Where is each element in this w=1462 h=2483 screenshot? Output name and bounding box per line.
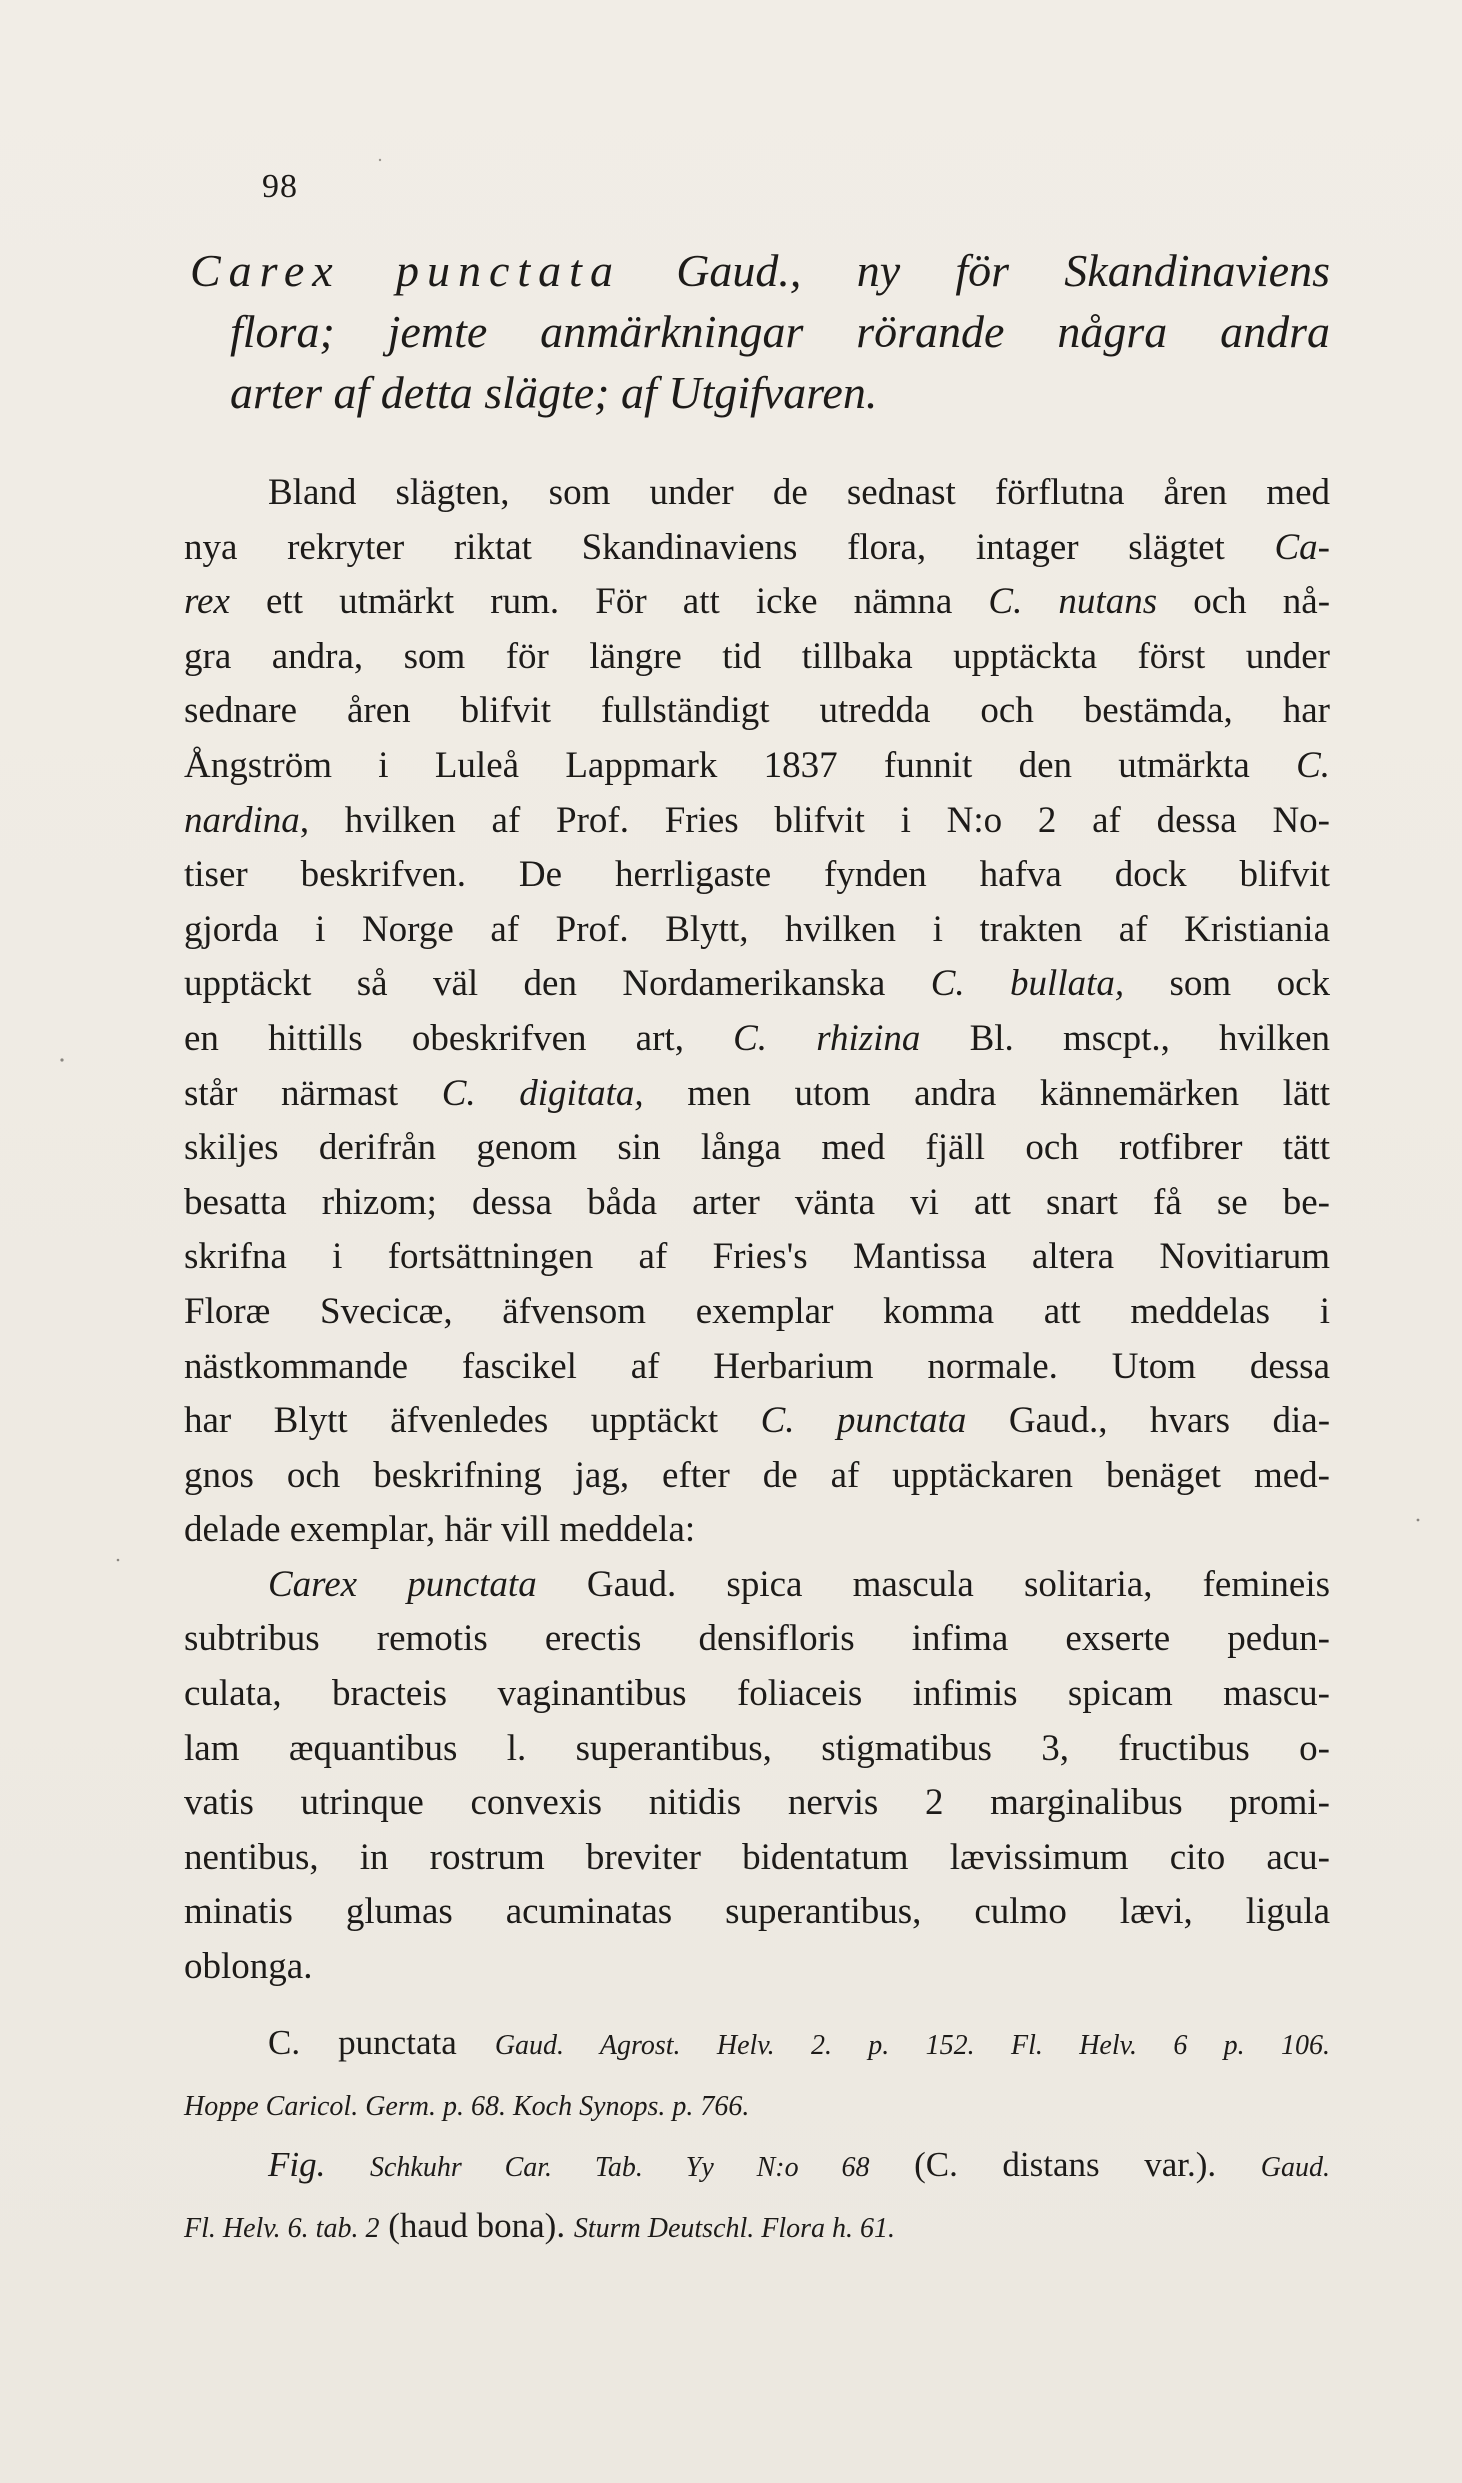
text-line: skiljes derifrån genom sin långa med fjäll och rotfibrer tätt <box>184 1127 1330 1169</box>
reference-line: Fl. Helv. 6. tab. 2 (haud bona). Sturm Deutschl. Flora h. 61. <box>184 2206 896 2245</box>
text-line: vatis utrinque convexis nitidis nervis 2 marginalibus promi- <box>184 1782 1330 1824</box>
text-line: lam æquantibus l. superantibus, stigmatibus 3, fructibus o- <box>184 1727 1330 1769</box>
text-line: Ångström i Luleå Lappmark 1837 funnit den utmärkta C. <box>184 744 1330 786</box>
text-line: tiser beskrifven. De herrligaste fynden hafva dock blifvit <box>184 854 1330 896</box>
title-line-3: arter af detta slägte; af Utgifvaren. <box>230 367 878 418</box>
text-line: nästkommande fascikel af Herbarium normale. Utom dessa <box>184 1345 1330 1387</box>
title-line-2: flora; jemte anmärkningar rörande några andra <box>230 306 1330 357</box>
text-line: upptäckt så väl den Nordamerikanska C. bullata, som ock <box>184 963 1330 1005</box>
title-line-1: Carex punctata Gaud., ny för Skandinaviens <box>190 245 1330 296</box>
text-line: gnos och beskrifning jag, efter de af upptäckaren benäget med- <box>184 1454 1330 1496</box>
page-number: 98 <box>262 168 298 205</box>
text-line: skrifna i fortsättningen af Fries's Mantissa altera Novitiarum <box>184 1236 1330 1278</box>
text-line: har Blytt äfvenledes upptäckt C. punctata Gaud., hvars dia- <box>184 1400 1331 1442</box>
reference-line: Hoppe Caricol. Germ. p. 68. Koch Synops. p. 766. <box>184 2091 750 2122</box>
text-line: Bland slägten, som under de sednast förflutna åren med <box>268 472 1330 513</box>
text-line: gra andra, som för längre tid tillbaka upptäckta först under <box>184 635 1330 677</box>
text-line: Carex punctata Gaud. spica mascula solitaria, femineis <box>268 1563 1331 1605</box>
text-line: subtribus remotis erectis densifloris infima exserte pedun- <box>184 1618 1330 1660</box>
text-line: besatta rhizom; dessa båda arter vänta vi att snart få se be- <box>184 1181 1330 1223</box>
text-line: en hittills obeskrifven art, C. rhizina Bl. mscpt., hvilken <box>184 1017 1331 1059</box>
text-line: rex ett utmärkt rum. För att icke nämna C. nutans och nå- <box>184 581 1331 623</box>
text-line: Floræ Svecicæ, äfvensom exemplar komma att meddelas i <box>184 1290 1330 1332</box>
reference-line: Fig. Schkuhr Car. Tab. Yy N:o 68 (C. distans var.). Gaud. <box>268 2145 1331 2184</box>
text-line: nentibus, in rostrum breviter bidentatum lævissimum cito acu- <box>184 1836 1330 1878</box>
text-line: oblonga. <box>184 1946 313 1988</box>
text-line: culata, bracteis vaginantibus foliaceis infimis spicam mascu- <box>184 1673 1330 1715</box>
reference-line: C. punctata Gaud. Agrost. Helv. 2. p. 152. Fl. Helv. 6 p. 106. <box>268 2023 1330 2062</box>
text-line: sednare åren blifvit fullständigt utredda och bestämda, har <box>184 690 1330 732</box>
text-line: står närmast C. digitata, men utom andra kännemärken lätt <box>184 1072 1331 1114</box>
text-line: gjorda i Norge af Prof. Blytt, hvilken i trakten af Kristiania <box>184 908 1330 950</box>
text-line: nya rekryter riktat Skandinaviens flora, intager slägtet Ca- <box>184 526 1330 568</box>
text-line: minatis glumas acuminatas superantibus, culmo lævi, ligula <box>184 1891 1330 1933</box>
text-line: nardina, hvilken af Prof. Fries blifvit i N:o 2 af dessa No- <box>184 799 1330 841</box>
text-line: delade exemplar, här vill meddela: <box>184 1509 696 1551</box>
